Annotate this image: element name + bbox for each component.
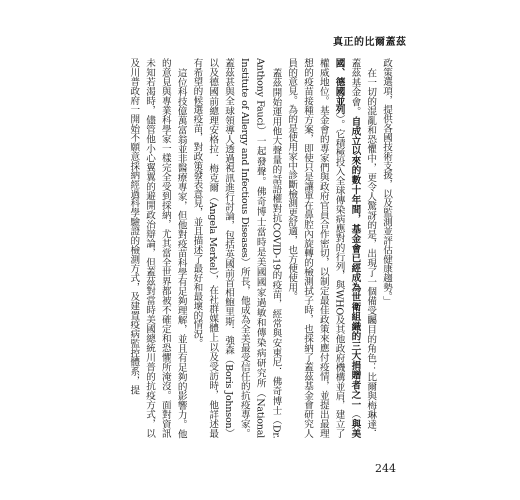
text-run: 政策選項，提供各國技術支援，以及監測並評估健康趨勢。」 — [381, 58, 392, 306]
text-run: （ — [349, 409, 361, 419]
page-number: 244 — [375, 462, 396, 475]
text-run: 在一切的混亂和恐懼中，更令人驚訝的是，出現了一個備受矚目的角色：比爾與梅琳達．蓋茲基金會。 — [349, 58, 377, 438]
text-run: 蓋茲開始運用他大聲量的話語權對抗COVID-19的疫苗，經常與安東尼．佛奇博士（Dr. Anthony Fauci）一起發聲。佛奇博士當時是美國國家過敏和傳染病研究所（National Institute of Allergy and Infectious Diseases）所長，他成為全美最受信任的抗疫專家。蓋茲甚與全球領導人透過視訊進行討論，包括英國前首相鮑里斯．強森（Boris Johnson）以及德國前總理安格拉．梅克爾（Angela Merkel），在社群媒體上以及受訪時，他詳述最有希望的候選疫苗，對政策發表意見，並且描述了最好和最壞的情況。 — [191, 58, 282, 438]
paragraph — [283, 58, 378, 438]
text-run: ）。它積極投入全球傳染病應對的行列，與WHO及其他政府機構並肩，建立了權威地位。基金會的專家們與政府官員合作密切，以制定最佳政策來應付疫情，並提出最理想的疫苗接種方案，即使只是讓單在鼻腔內旋轉的檢測拭子時，也採納了蓋茲基金會研究人員的意見。為的是使用家中診斷檢測更舒適，也方便使用。 — [286, 58, 345, 438]
bold-text-run: 自成立以來的數十年間，基金會已經成為世衛組織的三大捐贈者之一 — [349, 116, 361, 410]
running-title: 真正的比爾蓋茲 — [333, 37, 407, 48]
text-run: 這位科技億萬富翁並非醫療專家，但他對疫苗科學有足夠理解，並且有足夠的影響力。他的意見與專業科學家一樣完全受到採納，尤其當全世界都被不確定和恐懼所淹沒。面對資訊未知若渴時，儘管他小心翼翼的避開政治辯論，但蓋茲對當時美國總統川普的抗疫方式，以及川普政府一開始不願意採納經過科學驗證的檢測方式，及建置疫病監控體系，提 — [128, 58, 187, 438]
paragraph — [378, 58, 394, 438]
paragraph — [189, 58, 284, 438]
paragraph — [125, 58, 188, 438]
bold-text-run: 與美國、德國並列 — [333, 58, 361, 439]
body-text — [24, 58, 394, 438]
